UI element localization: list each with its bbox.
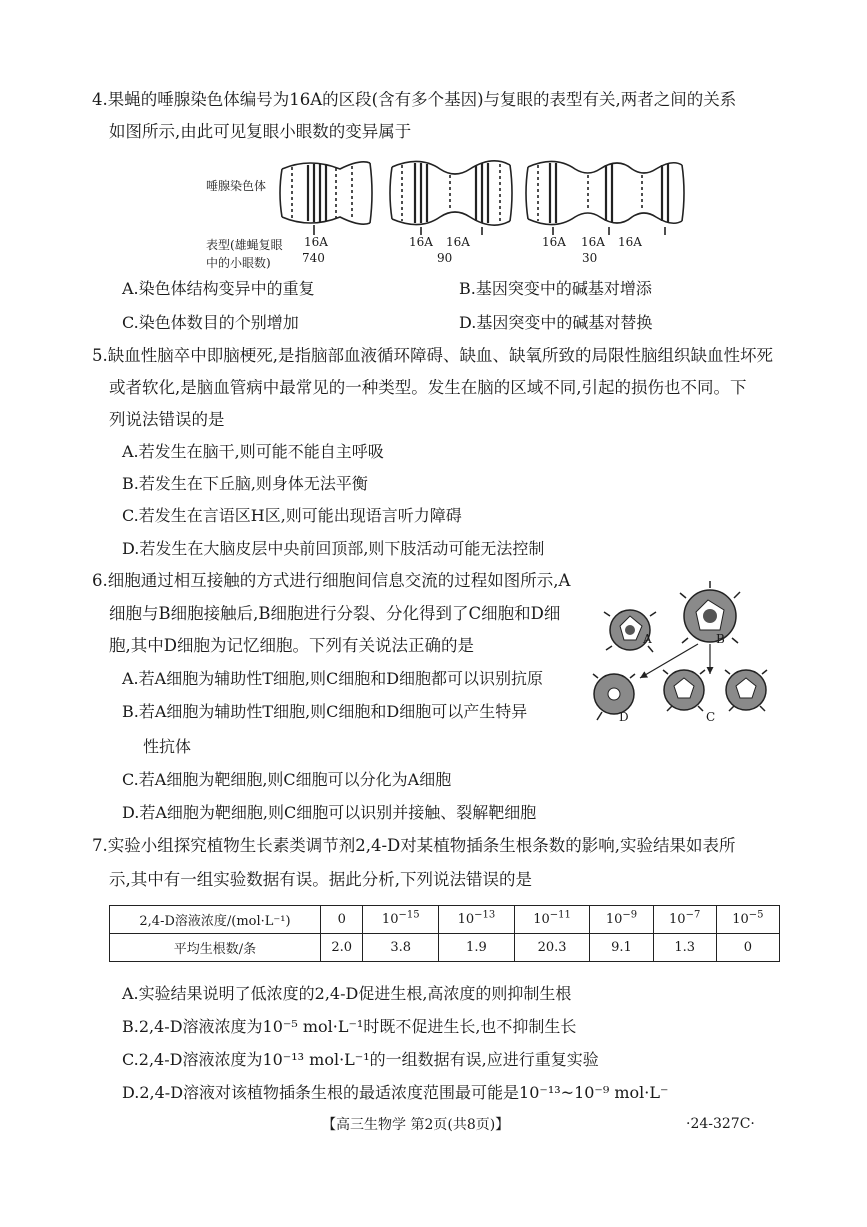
table-conc-cell: $10^{-15}$ — [363, 906, 439, 934]
chromosome-row-label: 唾腺染色体 — [206, 179, 267, 193]
q4-option-d: D.基因突变中的碱基对替换 — [459, 313, 653, 332]
chr1-count: 740 — [302, 251, 325, 265]
q7-option-d: D.2,4-D溶液对该植物插条生根的最适浓度范围最可能是10⁻¹³~10⁻⁹ mol·L⁻ — [122, 1083, 669, 1102]
table-header-label: 2,4-D溶液浓度/(mol·L⁻¹) — [110, 906, 321, 934]
q7-option-b: B.2,4-D溶液浓度为10⁻⁵ mol·L⁻¹时既不促进生长,也不抑制生长 — [122, 1017, 577, 1036]
chr3-seg3-label: 16A — [618, 235, 642, 249]
q4-stem-line1: 4.果蝇的唾腺染色体编号为16A的区段(含有多个基因)与复眼的表型有关,两者之间的关系 — [92, 90, 737, 109]
q5-stem-line2: 或者软化,是脑血管病中最常见的一种类型。发生在脑的区域不同,引起的损伤也不同。下 — [109, 378, 747, 397]
table-value-cell: 0 — [716, 934, 779, 962]
phenotype-label-line1: 表型(雄蝇复眼 — [206, 238, 283, 252]
table-header-row — [110, 906, 780, 934]
table-value-cell: 9.1 — [590, 934, 653, 962]
cell-diagram — [588, 578, 778, 728]
page-footer: 【高三生物学 第2页(共8页)】 — [322, 1117, 510, 1133]
table-value-cell: 3.8 — [363, 934, 439, 962]
q6-option-b-line1: B.若A细胞为辅助性T细胞,则C细胞和D细胞可以产生特异 — [122, 702, 528, 721]
chr2-count: 90 — [437, 251, 453, 265]
table-conc-cell: $10^{-9}$ — [590, 906, 653, 934]
table-row-label: 平均生根数/条 — [110, 934, 321, 962]
cell-d — [593, 674, 635, 720]
cell-b-label: B — [716, 632, 725, 646]
cell-a-label: A — [643, 632, 652, 646]
q5-option-b: B.若发生在下丘脑,则身体无法平衡 — [122, 474, 368, 493]
q5-option-d: D.若发生在大脑皮层中央前回顶部,则下肢活动可能无法控制 — [122, 539, 545, 558]
q4-option-a: A.染色体结构变异中的重复 — [122, 279, 315, 298]
chr2-seg1-label: 16A — [409, 235, 433, 249]
q6-option-c: C.若A细胞为靶细胞,则C细胞可以分化为A细胞 — [122, 770, 452, 789]
chr3-seg2-label: 16A — [581, 235, 605, 249]
q7-option-c: C.2,4-D溶液浓度为10⁻¹³ mol·L⁻¹的一组数据有误,应进行重复实验 — [122, 1050, 599, 1069]
table-conc-cell: 0 — [321, 906, 363, 934]
q5-stem-line3: 列说法错误的是 — [109, 410, 225, 429]
cell-c-label: C — [706, 710, 716, 724]
table-value-cell: 1.9 — [439, 934, 515, 962]
cell-d-label: D — [619, 710, 629, 724]
q5-stem-line1: 5.缺血性脑卒中即脑梗死,是指脑部血液循环障碍、缺血、缺氧所致的局限性脑组织缺血性坏死 — [92, 346, 773, 365]
q4-option-b: B.基因突变中的碱基对增添 — [459, 279, 652, 298]
table-conc-cell: $10^{-11}$ — [514, 906, 590, 934]
chr2-seg2-label: 16A — [446, 235, 470, 249]
table-conc-cell: $10^{-5}$ — [716, 906, 779, 934]
q6-stem-line1: 6.细胞通过相互接触的方式进行细胞间信息交流的过程如图所示,A — [92, 571, 571, 590]
q7-option-a: A.实验结果说明了低浓度的2,4-D促进生根,高浓度的则抑制生根 — [122, 984, 572, 1003]
chr3-seg1-label: 16A — [542, 235, 566, 249]
paper-code: ·24-327C· — [686, 1116, 755, 1132]
cell-c-2 — [725, 670, 767, 711]
chromosome-1 — [280, 162, 372, 235]
table-conc-cell: $10^{-7}$ — [653, 906, 716, 934]
table-value-cell: 1.3 — [653, 934, 716, 962]
q4-stem-line2: 如图所示,由此可见复眼小眼数的变异属于 — [109, 122, 412, 141]
cell-b — [680, 581, 740, 643]
table-value-cell: 2.0 — [321, 934, 363, 962]
chromosome-3 — [526, 161, 684, 235]
q4-option-c: C.染色体数目的个别增加 — [122, 313, 299, 332]
phenotype-label-line2: 中的小眼数) — [206, 256, 271, 270]
chr1-seg1-label: 16A — [304, 235, 328, 249]
chromosome-figure — [270, 155, 690, 235]
q5-option-a: A.若发生在脑干,则可能不能自主呼吸 — [122, 442, 384, 461]
data-table — [109, 905, 780, 962]
chr3-count: 30 — [582, 251, 598, 265]
q7-stem-line1: 7.实验小组探究植物生长素类调节剂2,4-D对某植物插条生根条数的影响,实验结果如表所 — [92, 836, 736, 855]
table-value-row — [110, 934, 780, 962]
chromosome-2 — [390, 161, 512, 235]
q7-stem-line2: 示,其中有一组实验数据有误。据此分析,下列说法错误的是 — [109, 870, 532, 889]
cell-c-1 — [663, 670, 705, 711]
table-value-cell: 20.3 — [514, 934, 590, 962]
q6-option-a: A.若A细胞为辅助性T细胞,则C细胞和D细胞都可以识别抗原 — [122, 669, 544, 688]
q6-option-b-line2: 性抗体 — [143, 737, 192, 756]
table-conc-cell: $10^{-13}$ — [439, 906, 515, 934]
q5-option-c: C.若发生在言语区H区,则可能出现语言听力障碍 — [122, 506, 462, 525]
q6-stem-line2: 细胞与B细胞接触后,B细胞进行分裂、分化得到了C细胞和D细 — [109, 604, 561, 623]
q6-stem-line3: 胞,其中D细胞为记忆细胞。下列有关说法正确的是 — [109, 636, 474, 655]
q6-option-d: D.若A细胞为靶细胞,则C细胞可以识别并接触、裂解靶细胞 — [122, 803, 537, 822]
